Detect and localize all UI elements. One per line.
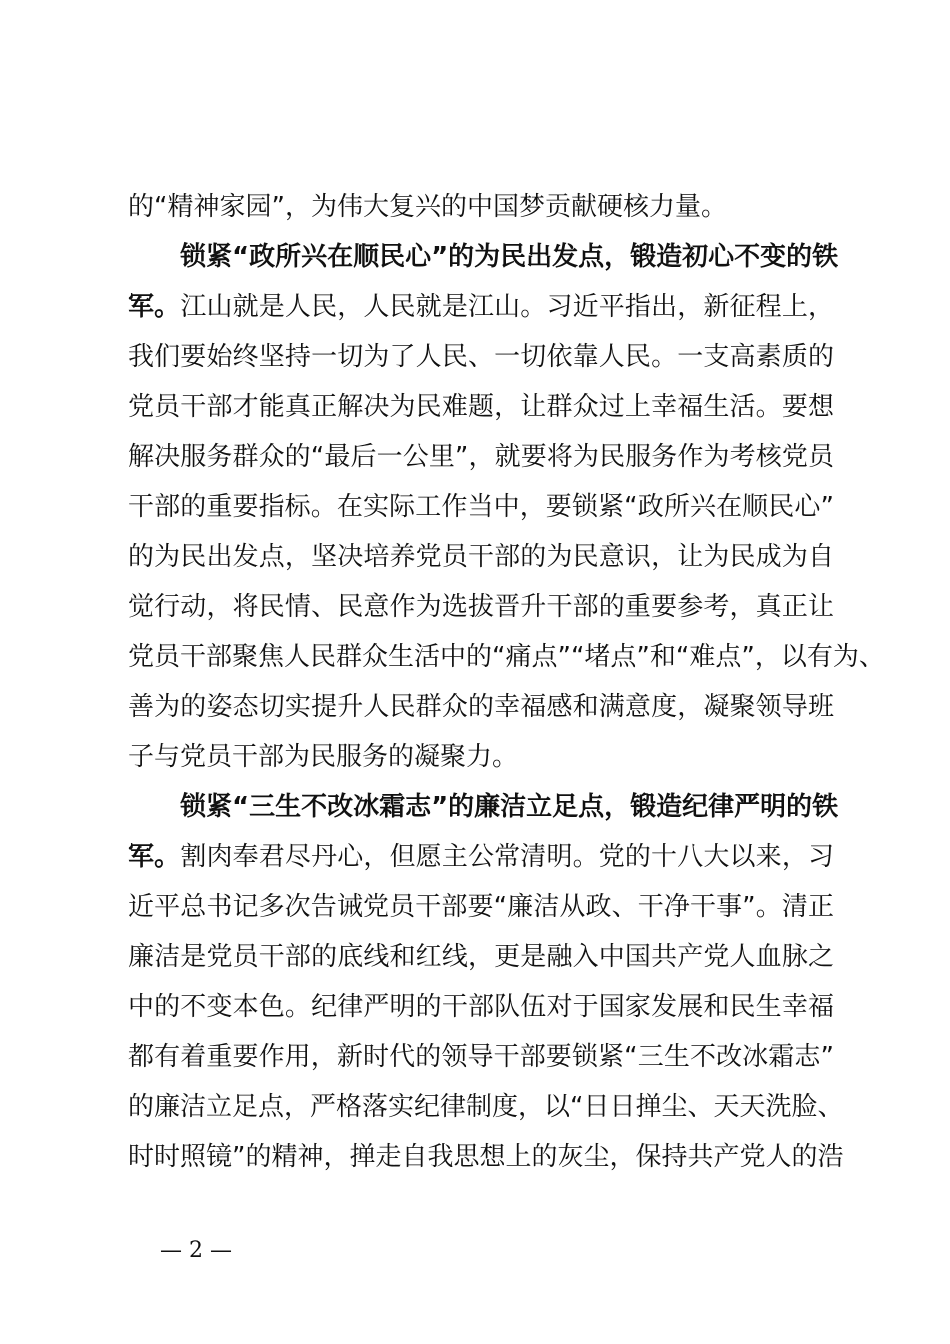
paragraph-line: [128, 1131, 844, 1183]
line-text: 时时照镜”的精神，掸走自我思想上的灰尘，保持共产党人的浩: [128, 1142, 844, 1172]
paragraph-line: [128, 331, 834, 383]
paragraph-line: [128, 181, 834, 233]
paragraph-line: [128, 531, 834, 583]
line-text: 党员干部才能真正解决为民难题，让群众过上幸福生活。要想: [128, 392, 834, 422]
paragraph-line: [128, 931, 834, 983]
heading-text: 锁紧“三生不改冰霜志”的廉洁立足点，锻造纪律严明的铁: [180, 792, 839, 822]
line-text: 子与党员干部为民服务的凝聚力。: [128, 742, 519, 772]
paragraph-line: [128, 481, 834, 533]
paragraph-line: [128, 731, 834, 783]
section-heading-line: [180, 781, 839, 833]
line-text: 的廉洁立足点，严格落实纪律制度，以“日日掸尘、天天洗脸、: [128, 1092, 844, 1122]
paragraph-line: [128, 581, 834, 633]
heading-text: 军。: [128, 842, 181, 872]
page-number: — 2 —: [160, 1238, 232, 1263]
paragraph-line: [128, 381, 834, 433]
heading-text: 锁紧“政所兴在顺民心”的为民出发点，锻造初心不变的铁: [180, 242, 839, 272]
paragraph-line: [128, 1031, 834, 1083]
line-text: 中的不变本色。纪律严明的干部队伍对于国家发展和民生幸福: [128, 992, 834, 1022]
section-heading-line: [180, 231, 839, 283]
line-text: 割肉奉君尽丹心，但愿主公常清明。党的十八大以来，习: [180, 842, 834, 872]
line-text: 我们要始终坚持一切为了人民、一切依靠人民。一支高素质的: [128, 342, 834, 372]
line-text: 觉行动，将民情、民意作为选拔晋升干部的重要参考，真正让: [128, 592, 834, 622]
line-text: 都有着重要作用，新时代的领导干部要锁紧“三生不改冰霜志”: [128, 1042, 834, 1072]
line-text: 党员干部聚焦人民群众生活中的“痛点”“堵点”和“难点”，以有为、: [128, 642, 885, 672]
line-text: 的为民出发点，坚决培养党员干部的为民意识，让为民成为自: [128, 542, 834, 572]
line-text: 解决服务群众的“最后一公里”，就要将为民服务作为考核党员: [128, 442, 834, 472]
line-text: 近平总书记多次告诫党员干部要“廉洁从政、干净干事”。清正: [128, 892, 834, 922]
paragraph-line: [128, 631, 885, 683]
paragraph-line: [128, 981, 834, 1033]
line-text: 廉洁是党员干部的底线和红线，更是融入中国共产党人血脉之: [128, 942, 834, 972]
paragraph-line: [128, 681, 834, 733]
line-text: 干部的重要指标。在实际工作当中，要锁紧“政所兴在顺民心”: [128, 492, 834, 522]
paragraph-line: [128, 881, 834, 933]
line-text: 善为的姿态切实提升人民群众的幸福感和满意度，凝聚领导班: [128, 692, 834, 722]
paragraph-line: [128, 831, 834, 883]
paragraph-line: [128, 1081, 844, 1133]
heading-text: 军。: [128, 292, 181, 322]
paragraph-line: [128, 281, 834, 333]
paragraph-line: [128, 431, 834, 483]
line-text: 的“精神家园”，为伟大复兴的中国梦贡献硬核力量。: [128, 192, 727, 222]
line-text: 江山就是人民，人民就是江山。习近平指出，新征程上，: [180, 292, 834, 322]
